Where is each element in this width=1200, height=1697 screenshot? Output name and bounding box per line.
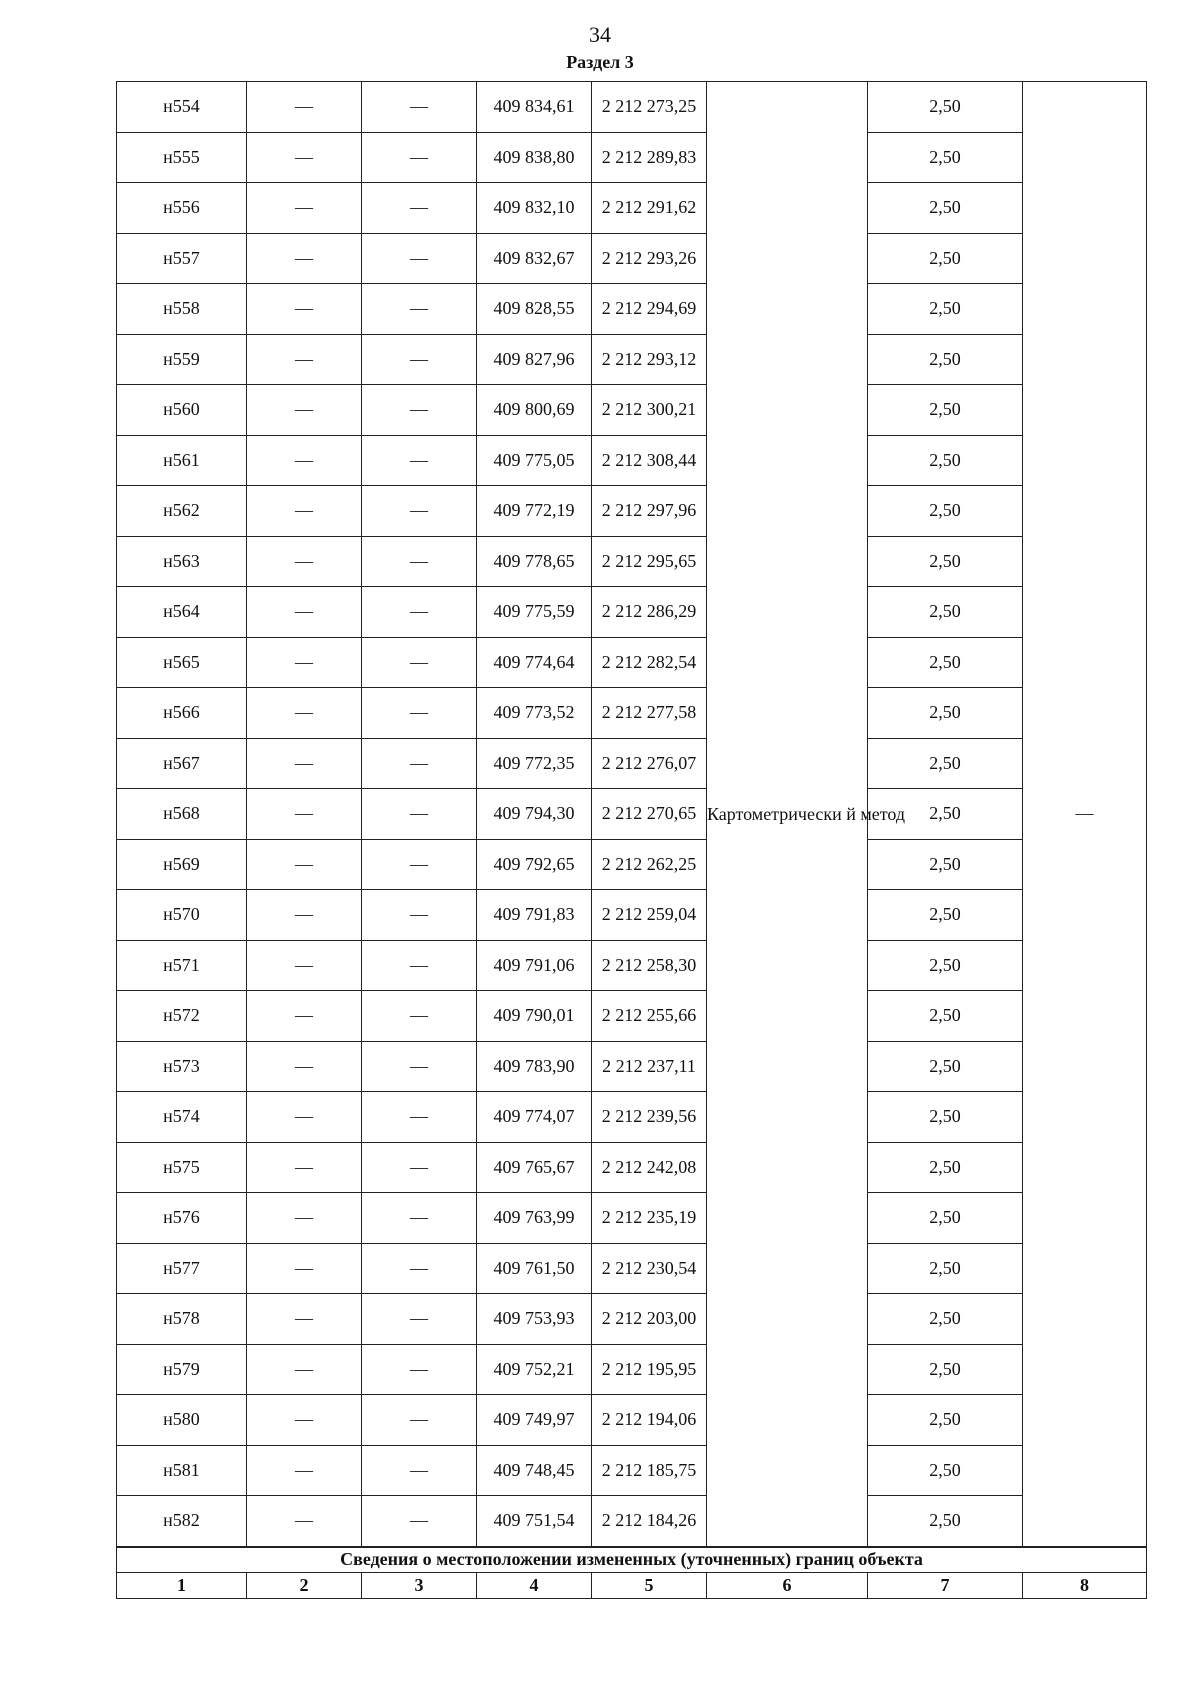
table-row [117, 1294, 1147, 1345]
x-coordinate-cell: 409 774,07 [477, 1092, 592, 1143]
table-body [117, 82, 1147, 1547]
table-row [117, 183, 1147, 234]
column-number: 5 [592, 1572, 707, 1598]
old-x-cell: — [247, 334, 362, 385]
mse-cell: 2,50 [868, 1092, 1023, 1143]
old-x-cell: — [247, 1496, 362, 1547]
y-coordinate-cell: 2 212 262,25 [592, 839, 707, 890]
column-number: 4 [477, 1572, 592, 1598]
table-row [117, 536, 1147, 587]
point-id-cell: н563 [117, 536, 247, 587]
y-coordinate-cell: 2 212 289,83 [592, 132, 707, 183]
y-coordinate-cell: 2 212 277,58 [592, 688, 707, 739]
mse-cell: 2,50 [868, 1496, 1023, 1547]
point-id-cell: н555 [117, 132, 247, 183]
point-id-cell: н557 [117, 233, 247, 284]
y-coordinate-cell: 2 212 184,26 [592, 1496, 707, 1547]
mse-cell: 2,50 [868, 738, 1023, 789]
mse-cell: 2,50 [868, 486, 1023, 537]
y-coordinate-cell: 2 212 235,19 [592, 1193, 707, 1244]
column-number: 2 [247, 1572, 362, 1598]
footer-title: Сведения о местоположении измененных (уточненных) границ объекта [117, 1547, 1147, 1573]
point-id-cell: н577 [117, 1243, 247, 1294]
table-row [117, 637, 1147, 688]
y-coordinate-cell: 2 212 255,66 [592, 991, 707, 1042]
point-id-cell: н579 [117, 1344, 247, 1395]
old-x-cell: — [247, 1041, 362, 1092]
old-y-cell: — [362, 435, 477, 486]
old-y-cell: — [362, 688, 477, 739]
x-coordinate-cell: 409 832,67 [477, 233, 592, 284]
mse-cell: 2,50 [868, 1344, 1023, 1395]
table-row [117, 789, 1147, 840]
table-row [117, 284, 1147, 335]
table-row [117, 839, 1147, 890]
x-coordinate-cell: 409 800,69 [477, 385, 592, 436]
table-row [117, 1142, 1147, 1193]
table-row [117, 1344, 1147, 1395]
mse-cell: 2,50 [868, 284, 1023, 335]
y-coordinate-cell: 2 212 293,12 [592, 334, 707, 385]
old-x-cell: — [247, 839, 362, 890]
old-y-cell: — [362, 132, 477, 183]
old-x-cell: — [247, 991, 362, 1042]
point-id-cell: н564 [117, 587, 247, 638]
y-coordinate-cell: 2 212 242,08 [592, 1142, 707, 1193]
old-y-cell: — [362, 1041, 477, 1092]
x-coordinate-cell: 409 791,06 [477, 940, 592, 991]
old-x-cell: — [247, 385, 362, 436]
table-row [117, 1193, 1147, 1244]
mse-cell: 2,50 [868, 233, 1023, 284]
x-coordinate-cell: 409 751,54 [477, 1496, 592, 1547]
x-coordinate-cell: 409 834,61 [477, 82, 592, 133]
y-coordinate-cell: 2 212 194,06 [592, 1395, 707, 1446]
old-y-cell: — [362, 385, 477, 436]
column-number: 8 [1023, 1572, 1147, 1598]
y-coordinate-cell: 2 212 195,95 [592, 1344, 707, 1395]
mse-cell: 2,50 [868, 132, 1023, 183]
point-id-cell: н568 [117, 789, 247, 840]
x-coordinate-cell: 409 752,21 [477, 1344, 592, 1395]
old-x-cell: — [247, 536, 362, 587]
table-row [117, 1243, 1147, 1294]
mse-cell: 2,50 [868, 839, 1023, 890]
point-id-cell: н578 [117, 1294, 247, 1345]
point-id-cell: н561 [117, 435, 247, 486]
old-y-cell: — [362, 839, 477, 890]
footer-title-row [117, 1547, 1147, 1573]
column-number: 3 [362, 1572, 477, 1598]
mse-cell: 2,50 [868, 1142, 1023, 1193]
point-id-cell: н581 [117, 1445, 247, 1496]
old-x-cell: — [247, 1344, 362, 1395]
x-coordinate-cell: 409 763,99 [477, 1193, 592, 1244]
table-row [117, 1395, 1147, 1446]
column-number: 1 [117, 1572, 247, 1598]
old-y-cell: — [362, 1496, 477, 1547]
old-y-cell: — [362, 1243, 477, 1294]
y-coordinate-cell: 2 212 230,54 [592, 1243, 707, 1294]
mse-cell: 2,50 [868, 1294, 1023, 1345]
old-x-cell: — [247, 1395, 362, 1446]
mse-cell: 2,50 [868, 1243, 1023, 1294]
mse-cell: 2,50 [868, 587, 1023, 638]
mse-cell: 2,50 [868, 991, 1023, 1042]
x-coordinate-cell: 409 773,52 [477, 688, 592, 739]
old-y-cell: — [362, 1445, 477, 1496]
y-coordinate-cell: 2 212 286,29 [592, 587, 707, 638]
mse-cell: 2,50 [868, 183, 1023, 234]
mse-cell: 2,50 [868, 1193, 1023, 1244]
old-y-cell: — [362, 587, 477, 638]
old-x-cell: — [247, 233, 362, 284]
old-y-cell: — [362, 536, 477, 587]
table-row [117, 940, 1147, 991]
old-y-cell: — [362, 183, 477, 234]
mse-cell: 2,50 [868, 435, 1023, 486]
table-row [117, 435, 1147, 486]
y-coordinate-cell: 2 212 294,69 [592, 284, 707, 335]
point-id-cell: н560 [117, 385, 247, 436]
y-coordinate-cell: 2 212 258,30 [592, 940, 707, 991]
mse-cell: 2,50 [868, 385, 1023, 436]
old-x-cell: — [247, 183, 362, 234]
table-row [117, 132, 1147, 183]
old-y-cell: — [362, 637, 477, 688]
point-id-cell: н573 [117, 1041, 247, 1092]
old-y-cell: — [362, 1193, 477, 1244]
x-coordinate-cell: 409 774,64 [477, 637, 592, 688]
point-id-cell: н582 [117, 1496, 247, 1547]
y-coordinate-cell: 2 212 293,26 [592, 233, 707, 284]
point-id-cell: н576 [117, 1193, 247, 1244]
old-x-cell: — [247, 1294, 362, 1345]
y-coordinate-cell: 2 212 295,65 [592, 536, 707, 587]
y-coordinate-cell: 2 212 203,00 [592, 1294, 707, 1345]
old-x-cell: — [247, 637, 362, 688]
table-row [117, 82, 1147, 133]
old-y-cell: — [362, 233, 477, 284]
point-id-cell: н567 [117, 738, 247, 789]
old-x-cell: — [247, 789, 362, 840]
mse-cell: 2,50 [868, 940, 1023, 991]
y-coordinate-cell: 2 212 297,96 [592, 486, 707, 537]
x-coordinate-cell: 409 832,10 [477, 183, 592, 234]
y-coordinate-cell: 2 212 270,65 [592, 789, 707, 840]
x-coordinate-cell: 409 772,19 [477, 486, 592, 537]
y-coordinate-cell: 2 212 282,54 [592, 637, 707, 688]
old-x-cell: — [247, 284, 362, 335]
point-id-cell: н565 [117, 637, 247, 688]
y-coordinate-cell: 2 212 239,56 [592, 1092, 707, 1143]
x-coordinate-cell: 409 761,50 [477, 1243, 592, 1294]
method-cell: Картометрически й метод [707, 82, 868, 1547]
old-y-cell: — [362, 284, 477, 335]
x-coordinate-cell: 409 791,83 [477, 890, 592, 941]
old-x-cell: — [247, 1193, 362, 1244]
x-coordinate-cell: 409 749,97 [477, 1395, 592, 1446]
point-id-cell: н580 [117, 1395, 247, 1446]
y-coordinate-cell: 2 212 273,25 [592, 82, 707, 133]
point-id-cell: н569 [117, 839, 247, 890]
x-coordinate-cell: 409 765,67 [477, 1142, 592, 1193]
table-row [117, 1092, 1147, 1143]
x-coordinate-cell: 409 794,30 [477, 789, 592, 840]
point-id-cell: н566 [117, 688, 247, 739]
table-row [117, 233, 1147, 284]
old-y-cell: — [362, 940, 477, 991]
old-y-cell: — [362, 991, 477, 1042]
old-y-cell: — [362, 1294, 477, 1345]
y-coordinate-cell: 2 212 276,07 [592, 738, 707, 789]
point-id-cell: н556 [117, 183, 247, 234]
old-x-cell: — [247, 1243, 362, 1294]
table-row [117, 688, 1147, 739]
old-x-cell: — [247, 1092, 362, 1143]
point-id-cell: н574 [117, 1092, 247, 1143]
table-row [117, 1445, 1147, 1496]
old-x-cell: — [247, 82, 362, 133]
x-coordinate-cell: 409 775,05 [477, 435, 592, 486]
old-x-cell: — [247, 435, 362, 486]
old-y-cell: — [362, 334, 477, 385]
old-y-cell: — [362, 1395, 477, 1446]
old-x-cell: — [247, 890, 362, 941]
old-x-cell: — [247, 486, 362, 537]
x-coordinate-cell: 409 792,65 [477, 839, 592, 890]
old-y-cell: — [362, 486, 477, 537]
y-coordinate-cell: 2 212 308,44 [592, 435, 707, 486]
table-row [117, 385, 1147, 436]
mse-cell: 2,50 [868, 1395, 1023, 1446]
y-coordinate-cell: 2 212 300,21 [592, 385, 707, 436]
table-row [117, 991, 1147, 1042]
table-row [117, 587, 1147, 638]
old-x-cell: — [247, 688, 362, 739]
x-coordinate-cell: 409 775,59 [477, 587, 592, 638]
table-row [117, 1496, 1147, 1547]
x-coordinate-cell: 409 753,93 [477, 1294, 592, 1345]
table-row [117, 1041, 1147, 1092]
old-x-cell: — [247, 1142, 362, 1193]
old-x-cell: — [247, 132, 362, 183]
x-coordinate-cell: 409 828,55 [477, 284, 592, 335]
y-coordinate-cell: 2 212 185,75 [592, 1445, 707, 1496]
mse-cell: 2,50 [868, 688, 1023, 739]
point-id-cell: н559 [117, 334, 247, 385]
old-y-cell: — [362, 738, 477, 789]
mse-cell: 2,50 [868, 1445, 1023, 1496]
point-id-cell: н570 [117, 890, 247, 941]
mse-cell: 2,50 [868, 637, 1023, 688]
section-title: Раздел 3 [566, 52, 634, 72]
page-number: 34 [589, 22, 611, 47]
point-id-cell: н558 [117, 284, 247, 335]
point-id-cell: н562 [117, 486, 247, 537]
x-coordinate-cell: 409 790,01 [477, 991, 592, 1042]
point-id-cell: н572 [117, 991, 247, 1042]
mse-cell: 2,50 [868, 536, 1023, 587]
point-id-cell: н571 [117, 940, 247, 991]
y-coordinate-cell: 2 212 259,04 [592, 890, 707, 941]
x-coordinate-cell: 409 778,65 [477, 536, 592, 587]
old-y-cell: — [362, 1344, 477, 1395]
old-x-cell: — [247, 738, 362, 789]
column-number: 7 [868, 1572, 1023, 1598]
column-numbers-row [117, 1572, 1147, 1598]
old-x-cell: — [247, 940, 362, 991]
old-y-cell: — [362, 82, 477, 133]
y-coordinate-cell: 2 212 237,11 [592, 1041, 707, 1092]
y-coordinate-cell: 2 212 291,62 [592, 183, 707, 234]
mse-cell: 2,50 [868, 890, 1023, 941]
column-8-cell: — [1023, 82, 1147, 1547]
table-row [117, 486, 1147, 537]
table-row [117, 890, 1147, 941]
x-coordinate-cell: 409 783,90 [477, 1041, 592, 1092]
old-y-cell: — [362, 1142, 477, 1193]
old-x-cell: — [247, 1445, 362, 1496]
x-coordinate-cell: 409 772,35 [477, 738, 592, 789]
column-number: 6 [707, 1572, 868, 1598]
x-coordinate-cell: 409 748,45 [477, 1445, 592, 1496]
point-id-cell: н575 [117, 1142, 247, 1193]
x-coordinate-cell: 409 827,96 [477, 334, 592, 385]
old-y-cell: — [362, 1092, 477, 1143]
coordinates-table [116, 81, 1147, 1599]
table-row [117, 334, 1147, 385]
mse-cell: 2,50 [868, 334, 1023, 385]
old-y-cell: — [362, 789, 477, 840]
mse-cell: 2,50 [868, 1041, 1023, 1092]
point-id-cell: н554 [117, 82, 247, 133]
x-coordinate-cell: 409 838,80 [477, 132, 592, 183]
table-row [117, 738, 1147, 789]
mse-cell: 2,50 [868, 82, 1023, 133]
old-y-cell: — [362, 890, 477, 941]
old-x-cell: — [247, 587, 362, 638]
mse-cell: 2,50 [868, 789, 1023, 840]
